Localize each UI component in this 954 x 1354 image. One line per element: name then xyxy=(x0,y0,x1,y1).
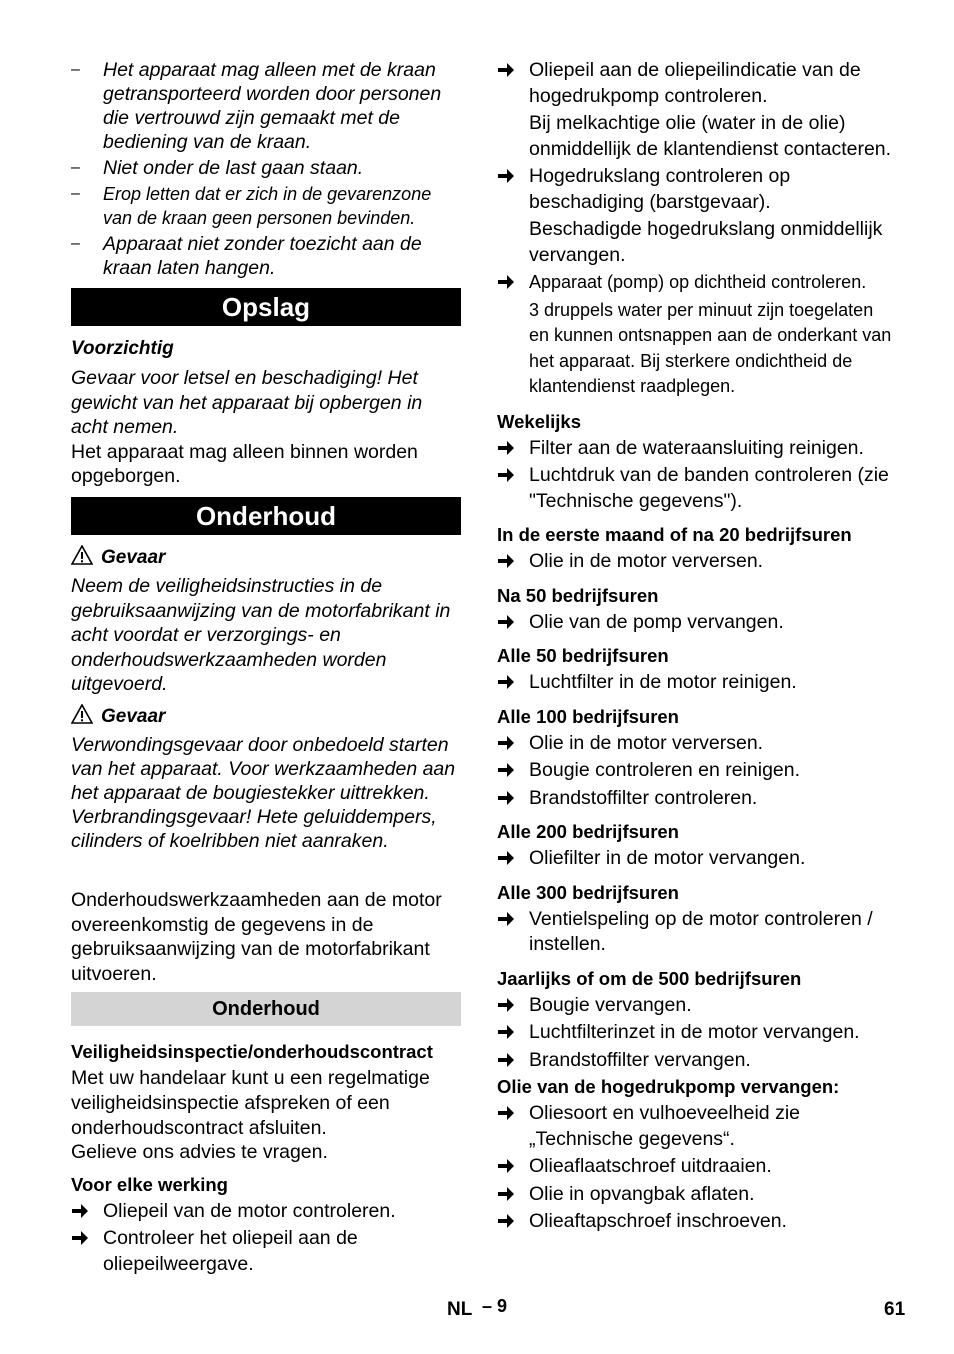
arrow-right-icon xyxy=(497,1051,515,1069)
arrow-right-icon xyxy=(497,613,515,631)
list-item-text: Brandstoffilter vervangen. xyxy=(529,1048,751,1071)
list-item-text: Luchtfilterinzet in de motor vervangen. xyxy=(529,1021,860,1043)
list-item-text: Controleer het oliepeil aan de oliepeilweergave. xyxy=(103,1227,358,1275)
contract-text: Gelieve ons advies te vragen. xyxy=(71,1141,328,1164)
list-item-text: Oliepeil van de motor controleren. xyxy=(103,1199,396,1222)
engine-maintenance-text: Onderhoudswerkzaamheden aan de motor overeenkomstig de gegevens in de gebruiksaanwijzing van de motorfabrikant uitvoeren. xyxy=(71,888,442,985)
list-item-text: Olieaftapschroef inschroeven. xyxy=(529,1210,787,1232)
list-item xyxy=(497,786,897,812)
footer-language xyxy=(447,1299,472,1321)
caution-heading: Voorzichtig xyxy=(71,338,174,359)
list-item-text: Olieaflaatschroef uitdraaien. xyxy=(529,1155,772,1177)
list-item: – Apparaat niet zonder toezicht aan de kraan laten hangen. xyxy=(71,232,461,280)
schedule-heading: Na 50 bedrijfsuren xyxy=(497,584,659,606)
list-item-text: Olie in de motor verversen. xyxy=(529,731,764,754)
section-title-storage: Opslag xyxy=(71,288,461,326)
list-item-text: Oliepeil aan de oliepeilindicatie van de hogedrukpomp controleren. xyxy=(529,59,861,107)
list-item-text: Luchtfilter in de motor reinigen. xyxy=(529,671,797,693)
danger-heading xyxy=(71,704,461,729)
list-item-text: Hogedrukslang controleren op beschadiging (barstgevaar). xyxy=(529,165,791,213)
list-item: – Het apparaat mag alleen met de kraan getransporteerd worden door personen die vertrouwd zijn gemaakt met de bediening van de kraan. xyxy=(71,58,461,154)
arrow-right-icon xyxy=(497,673,515,691)
arrow-right-icon xyxy=(497,849,515,867)
list-item xyxy=(497,1182,897,1208)
list-item-text: Ventielspeling op de motor controleren / instellen. xyxy=(529,907,873,955)
maintenance-schedule xyxy=(497,410,897,1235)
schedule-heading: Wekelijks xyxy=(497,410,581,432)
danger-heading-label: Gevaar xyxy=(101,705,166,727)
arrow-right-icon xyxy=(497,466,515,484)
list-item-text: Bougie vervangen. xyxy=(529,993,692,1016)
list-item xyxy=(497,549,897,575)
footer-page-label: – 9 xyxy=(482,1296,508,1316)
list-item xyxy=(497,1048,897,1074)
list-item xyxy=(497,1209,897,1235)
arrow-right-icon xyxy=(497,789,515,807)
list-item-text: Filter aan de wateraansluiting reinigen. xyxy=(529,436,864,459)
page-number: 61 xyxy=(884,1299,906,1320)
list-item-text: Olie in de motor verversen. xyxy=(529,550,764,572)
list-item xyxy=(497,758,897,784)
contract-text: Met uw handelaar kunt u een regelmatige veiligheidsinspectie afspreken of een onderhoudscontract afsluiten. xyxy=(71,1067,430,1139)
list-item: – Erop letten dat er zich in de gevarenzone van de kraan geen personen bevinden. xyxy=(71,182,461,230)
arrow-right-icon xyxy=(497,761,515,779)
list-item: – Niet onder de last gaan staan. xyxy=(71,156,461,180)
list-item xyxy=(497,270,897,296)
warning-icon xyxy=(71,704,93,724)
schedule-heading: Alle 50 bedrijfsuren xyxy=(497,645,669,666)
warning-icon xyxy=(71,545,93,565)
list-item xyxy=(71,1199,461,1225)
arrow-right-icon xyxy=(497,1157,515,1175)
arrow-right-icon xyxy=(497,61,515,79)
list-item xyxy=(71,1226,461,1277)
arrow-right-icon xyxy=(71,1229,89,1247)
list-item-note: 3 druppels water per minuut zijn toegelaten en kunnen ontsnappen aan de onderkant van het apparaat. Bij sterkere ondichtheid de klantendienst raadplegen. xyxy=(529,299,892,396)
schedule-heading: Alle 200 bedrijfsuren xyxy=(497,821,679,842)
list-item xyxy=(497,164,897,215)
list-item xyxy=(497,670,897,696)
schedule-heading: Olie van de hogedrukpomp vervangen: xyxy=(497,1076,840,1097)
section-title-maintenance: Onderhoud xyxy=(71,497,461,535)
contract-heading: Veiligheidsinspectie/onderhoudscontract xyxy=(71,1041,433,1063)
arrow-right-icon xyxy=(497,552,515,570)
arrow-right-icon xyxy=(497,1212,515,1230)
right-column xyxy=(497,58,897,1235)
list-item xyxy=(497,846,897,872)
list-item xyxy=(497,731,897,757)
list-item-text: Olie van de pomp vervangen. xyxy=(529,610,784,633)
arrow-right-icon xyxy=(497,734,515,752)
danger-text: Verwondingsgevaar door onbedoeld starten van het apparaat. Voor werkzaamheden aan het apparaat de bougiestekker uittrekken. xyxy=(71,733,456,804)
list-item-text: Apparaat (pomp) op dichtheid controleren. xyxy=(529,272,867,292)
list-item-text: Luchtdruk van de banden controleren (zie "Technische gegevens"). xyxy=(529,464,889,512)
arrow-right-icon xyxy=(497,1104,515,1122)
list-item xyxy=(497,1101,897,1152)
list-item-text: Bougie controleren en reinigen. xyxy=(529,759,801,781)
danger-text: Verbrandingsgevaar! Hete geluiddempers, cilinders of koelribben niet aanraken. xyxy=(71,805,437,852)
danger-heading xyxy=(71,545,461,570)
arrow-right-icon xyxy=(497,273,515,291)
arrow-right-icon xyxy=(71,1202,89,1220)
list-item xyxy=(497,610,897,636)
list-item-text: Olie in opvangbak aflaten. xyxy=(529,1182,755,1205)
list-item xyxy=(497,993,897,1019)
list-item-note: Bij melkachtige olie (water in de olie) onmiddellijk de klantendienst contacteren. xyxy=(529,112,892,160)
arrow-right-icon xyxy=(497,1185,515,1203)
arrow-right-icon xyxy=(497,439,515,457)
list-item-text: Oliesoort en vulhoeveelheid zie „Technische gegevens“. xyxy=(529,1102,801,1150)
arrow-right-icon xyxy=(497,1023,515,1041)
each-operation-heading: Voor elke werking xyxy=(71,1173,228,1195)
caution-text: Gevaar voor letsel en beschadiging! Het gewicht van het apparaat bij opbergen in acht nemen. xyxy=(71,367,423,439)
list-item xyxy=(497,436,897,462)
subsection-title-maintenance: Onderhoud xyxy=(71,992,461,1026)
list-item xyxy=(497,463,897,514)
list-item xyxy=(497,1020,897,1046)
danger-heading-label: Gevaar xyxy=(101,546,166,568)
schedule-heading: Jaarlijks of om de 500 bedrijfsuren xyxy=(497,967,802,989)
storage-text: Het apparaat mag alleen binnen worden opgeborgen. xyxy=(71,440,418,488)
arrow-right-icon xyxy=(497,910,515,928)
list-item xyxy=(497,907,897,958)
schedule-heading: In de eerste maand of na 20 bedrijfsuren xyxy=(497,524,852,545)
danger-text: Neem de veiligheidsinstructies in de gebruiksaanwijzing van de motorfabrikant in acht voordat er verzorgings- en onderhoudswerkzaamheden worden uitgevoerd. xyxy=(71,574,451,696)
list-item xyxy=(497,1154,897,1180)
arrow-right-icon xyxy=(497,167,515,185)
list-item-note: Beschadigde hogedrukslang onmiddellijk vervangen. xyxy=(529,218,883,266)
list-item-text: Oliefilter in de motor vervangen. xyxy=(529,847,806,869)
footer-lang: NL xyxy=(447,1299,473,1320)
schedule-heading: Alle 100 bedrijfsuren xyxy=(497,705,679,727)
list-item-text: Brandstoffilter controleren. xyxy=(529,786,758,809)
left-column xyxy=(71,58,461,1277)
list-item xyxy=(497,58,897,109)
arrow-right-icon xyxy=(497,996,515,1014)
schedule-heading: Alle 300 bedrijfsuren xyxy=(497,881,679,903)
